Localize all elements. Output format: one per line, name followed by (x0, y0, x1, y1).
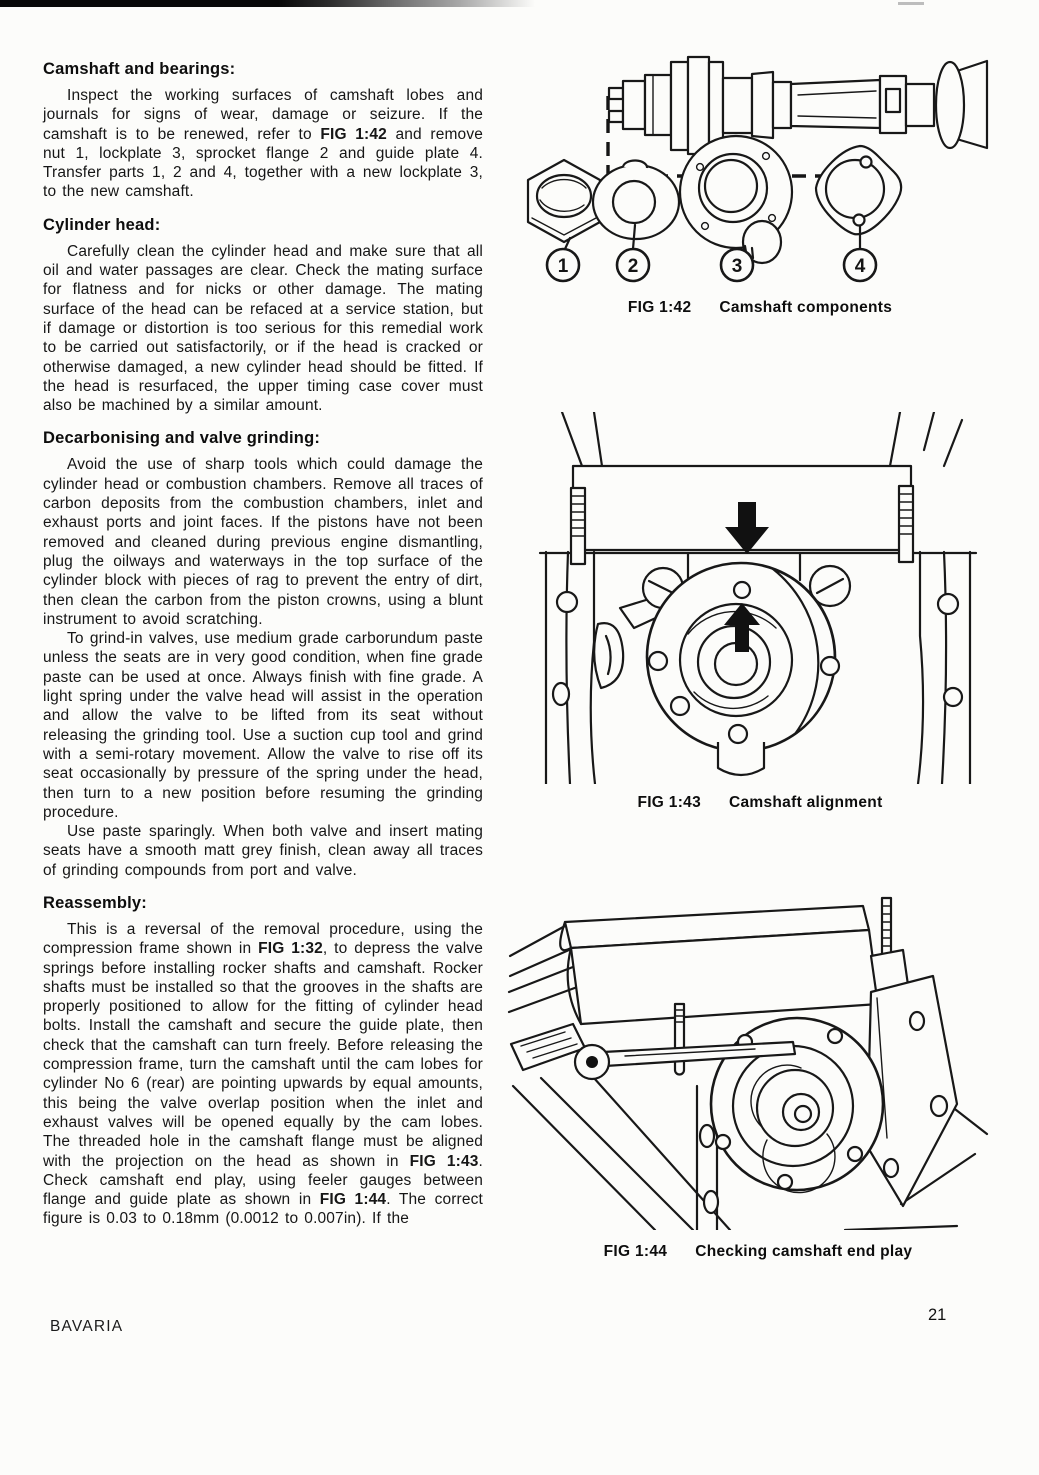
figure-label: FIG 1:44 (603, 1243, 668, 1260)
section-heading: Cylinder head: (43, 215, 161, 234)
figure-caption (515, 794, 1005, 812)
fig-1-44-drawing (505, 896, 989, 1230)
threaded-stud-right (899, 486, 913, 562)
threaded-hole (734, 582, 750, 598)
figure-camshaft-components (512, 50, 1008, 317)
compression-frame-bar (510, 906, 879, 1024)
threaded-stud-left (571, 488, 585, 564)
section-heading: Reassembly: (43, 893, 148, 912)
scan-artifact-dash (898, 2, 924, 5)
svg-text:1: 1 (557, 256, 569, 277)
paragraph: This is a reversal of the removal procedure, using the compression frame shown in FIG 1:32, to depress the valve springs before installing rocker shafts and camshaft. Rocker shafts must be installed so that the grooves in the shafts are properly positioned to allow for the fitting of cylinder head bolts. Install the camshaft and secure the guide plate, then check that the camshaft can turn freely. Before releasing the compression frame, turn the camshaft until the cam lobes for cylinder No 6 (rear) are pointing upwards by equal amounts, this being the valve overlap position when the inlet and exhaust valves will be opened equally by the cam lobes. The threaded hole in the camshaft flange must be aligned with the projection on the head as shown in FIG 1:43. Check camshaft end play, using feeler gauges between flange and guide plate as shown in FIG 1:44. The correct figure is 0.03 to 0.18mm (0.0012 to 0.007in). If the (43, 920, 483, 1228)
guide-plate-drawing (816, 146, 901, 234)
scan-artifact-bar (0, 0, 535, 7)
figure-caption (505, 1243, 1011, 1261)
figure-camshaft-alignment (515, 412, 1005, 812)
camshaft-drawing (609, 57, 987, 154)
footer-brand: BAVARIA (50, 1318, 124, 1335)
lockplate-drawing (593, 160, 679, 239)
section-heading: Camshaft and bearings: (43, 60, 236, 78)
svg-text:3: 3 (731, 256, 743, 277)
paragraph: Avoid the use of sharp tools which could damage the cylinder head or combustion chambers. Remove all traces of carbon deposits from the combustion chambers, inlet and exhaust ports and joint faces. If the pistons have not been removed and cleaned during previous engine dismantling, plug the oilways and waterways in the top surface of the cylinder block with pieces of rag to prevent the entry of dirt, then clean the carbon from the piston crowns, using a blunt instrument to avoid scratching. (43, 456, 483, 628)
callout-1 (547, 238, 579, 281)
sprocket-flange-drawing (680, 136, 792, 263)
figure-caption-text: Camshaft alignment (729, 794, 883, 811)
paragraph: Carefully clean the cylinder head and make sure that all oil and water passages are clear. Check the mating surface for flatness and for nicks or other damage. The mating surface of the head can be refaced at a service station, but if damage or distortion is too serious for this remedial work to be carried out satisfactorily, or if the head is cracked or otherwise damaged, a new cylinder head should be fitted. If the head is resurfaced, the upper timing case cover must also be machined by a similar amount. (43, 242, 483, 415)
fig-1-42-drawing (512, 50, 1008, 290)
callout-4 (844, 226, 876, 281)
figure-label: FIG 1:43 (637, 794, 701, 811)
figure-label: FIG 1:42 (627, 299, 692, 316)
svg-text:4: 4 (854, 256, 866, 277)
section-heading: Decarbonising and valve grinding: (43, 429, 321, 448)
paragraph: Use paste sparingly. When both valve and insert mating seats have a smooth matt grey finish, clean away all traces of grinding compounds from port and valve. (43, 823, 483, 879)
paragraph: To grind-in valves, use medium grade carborundum paste unless the seats are in very good condition, when fine grade paste can be used at once. Always finish with fine grade. A light spring under the valve head will assist in the operation and allow the valve to be lifted from its seat without releasing the grinding tool. Use a suction cup tool and grind with a semi-rotary movement. Allow the valve to rise off its seat occasionally by pressure of the spring under the head, then turn to a new position before resuming the grinding procedure. (43, 630, 483, 821)
fig-1-43-drawing (538, 412, 978, 784)
figure-caption (512, 299, 1008, 317)
article-column (43, 60, 483, 1229)
figure-checking-end-play (505, 896, 1011, 1261)
figure-caption-text: Checking camshaft end play (695, 1243, 913, 1260)
figure-caption-text: Camshaft components (719, 299, 893, 316)
page-number: 21 (928, 1306, 947, 1324)
svg-text:2: 2 (627, 256, 639, 277)
camshaft-nut-drawing (528, 160, 600, 242)
camshaft-flange (647, 563, 839, 775)
callout-3 (721, 248, 753, 281)
paragraph: Inspect the working surfaces of camshaft lobes and journals for signs of wear, damage or seizure. If the camshaft is to be renewed, refer to FIG 1:42 and remove nut 1, lockplate 3, sprocket flange 2 and guide plate 4. Transfer parts 1, 2 and 4, together with a new lockplate 3, to the new camshaft. (43, 87, 483, 201)
alignment-pin (675, 1004, 684, 1075)
